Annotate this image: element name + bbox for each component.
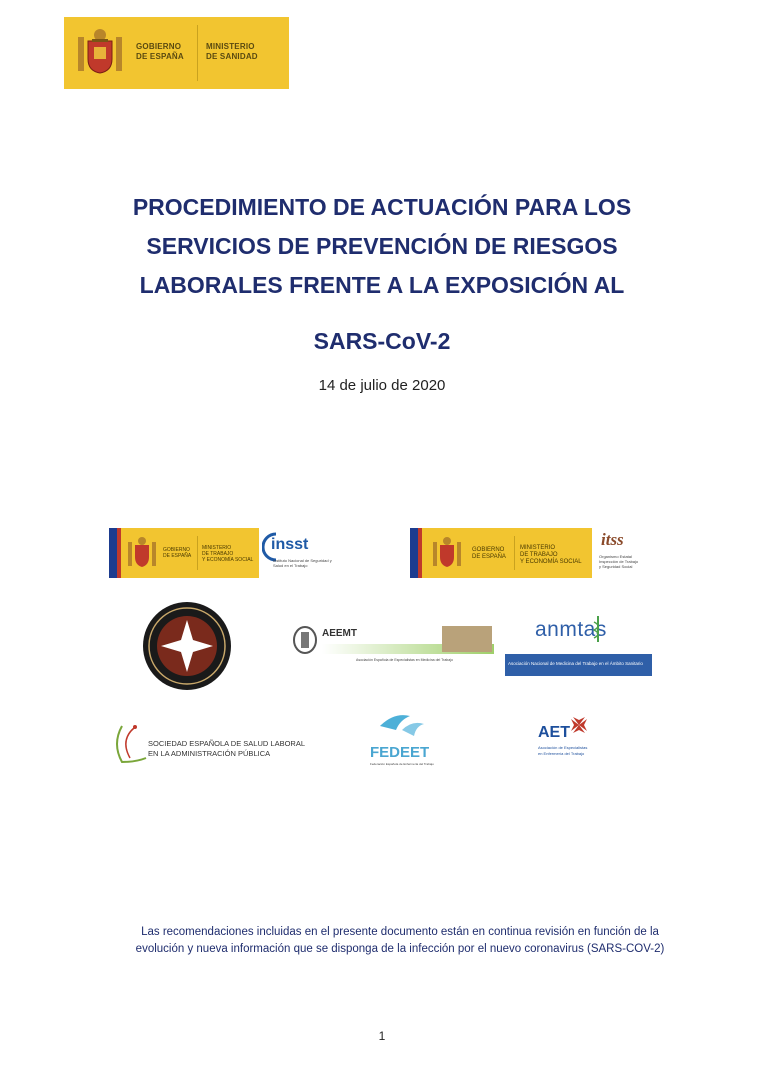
aeemt-logo (292, 624, 494, 668)
footer-note (80, 924, 720, 958)
fedeet-subtitle: Federación Española de Enfermería del Trabajo (370, 762, 434, 766)
anmtas-logo (505, 614, 652, 676)
anmtas-wordmark: anmtas (535, 618, 607, 641)
gobierno-text: GOBIERNO (472, 547, 505, 553)
maltese-cross-icon (570, 716, 588, 734)
aet-logo (536, 714, 598, 762)
footer-note-line1: Las recomendaciones incluidas en el presente documento están en continua revisión en función de la (141, 926, 659, 938)
eu-flag-stripe (109, 528, 117, 578)
ministerio-sanidad-logo (64, 17, 289, 89)
ministerio-line1: MINISTERIO (206, 42, 255, 51)
coat-of-arms-icon (432, 536, 462, 570)
itss-subtitle: Organismo Estatal Inspección de Trabajo y Seguridad Social (599, 554, 639, 569)
insst-logo (262, 530, 337, 576)
title-line-4: SARS-CoV-2 (313, 328, 451, 354)
insst-subtitle: Instituto Nacional de Seguridad y Salud en el Trabajo (273, 558, 332, 568)
fedeet-wordmark: FEDEET (370, 744, 430, 761)
itss-logo (599, 530, 649, 576)
sesla-text-line2: EN LA ADMINISTRACIÓN PÚBLICA (148, 749, 271, 758)
trabajo-logo-left: GOBIERNO DE ESPAÑA MINISTERIO DE TRABAJO Y ECONOMÍA SOCIAL (109, 528, 259, 578)
trabajo-logo-right: GOBIERNO DE ESPAÑA MINISTERIO DE TRABAJO Y ECONOMÍA SOCIAL (410, 528, 592, 578)
caduceus-icon (593, 614, 603, 644)
document-date: 14 de julio de 2020 (318, 377, 446, 394)
aet-wordmark: AET (538, 724, 570, 741)
eu-flag-stripe (410, 528, 418, 578)
sesla-logo (108, 722, 318, 766)
aet-subtitle-line1: Asociación de Especialistas (538, 745, 588, 750)
gobierno-line1: GOBIERNO (136, 42, 182, 51)
sesla-emblem-icon (108, 722, 148, 766)
itss-wordmark: itss (601, 530, 624, 549)
seguridad-medicina-seal (140, 600, 234, 692)
ministerio-trabajo-text: MINISTERIO (520, 545, 556, 551)
logo-divider (197, 25, 198, 81)
footer-note-line2: evolución y nueva información que se disponga de la infección por el nuevo coronavirus (SARS-COV-2) (135, 943, 665, 955)
gobierno-line2: DE ESPAÑA (136, 52, 184, 61)
coat-of-arms-icon (74, 27, 126, 79)
page-number: 1 (378, 1029, 386, 1043)
title-line-2: SERVICIOS DE PREVENCIÓN DE RIESGOS (146, 233, 618, 259)
fedeet-bird-icon (376, 712, 428, 740)
coat-of-arms-icon (127, 536, 157, 570)
aeemt-subtitle: Asociación Española de Especialistas en Medicina del Trabajo (356, 658, 453, 662)
aet-subtitle-line2: en Enfermería del Trabajo (538, 751, 585, 756)
anmtas-subtitle: Asociación Nacional de Medicina del Trabajo en el Ámbito Sanitario (508, 661, 643, 666)
aeemt-emblem-icon (292, 626, 318, 654)
insst-wordmark: insst (271, 536, 309, 553)
aeemt-image (442, 626, 492, 652)
title-line-1: PROCEDIMIENTO DE ACTUACIÓN PARA LOS (132, 194, 632, 220)
gobierno-text: GOBIERNO (163, 547, 190, 553)
sesla-text-line1: SOCIEDAD ESPAÑOLA DE SALUD LABORAL (148, 739, 305, 748)
ministerio-line2: DE SANIDAD (206, 52, 258, 61)
ministerio-trabajo-text: MINISTERIO (202, 545, 232, 551)
fedeet-logo (368, 712, 438, 768)
seal-icon (140, 600, 234, 692)
title-line-3: LABORALES FRENTE A LA EXPOSICIÓN AL (139, 272, 625, 298)
aeemt-wordmark: AEEMT (322, 628, 357, 639)
